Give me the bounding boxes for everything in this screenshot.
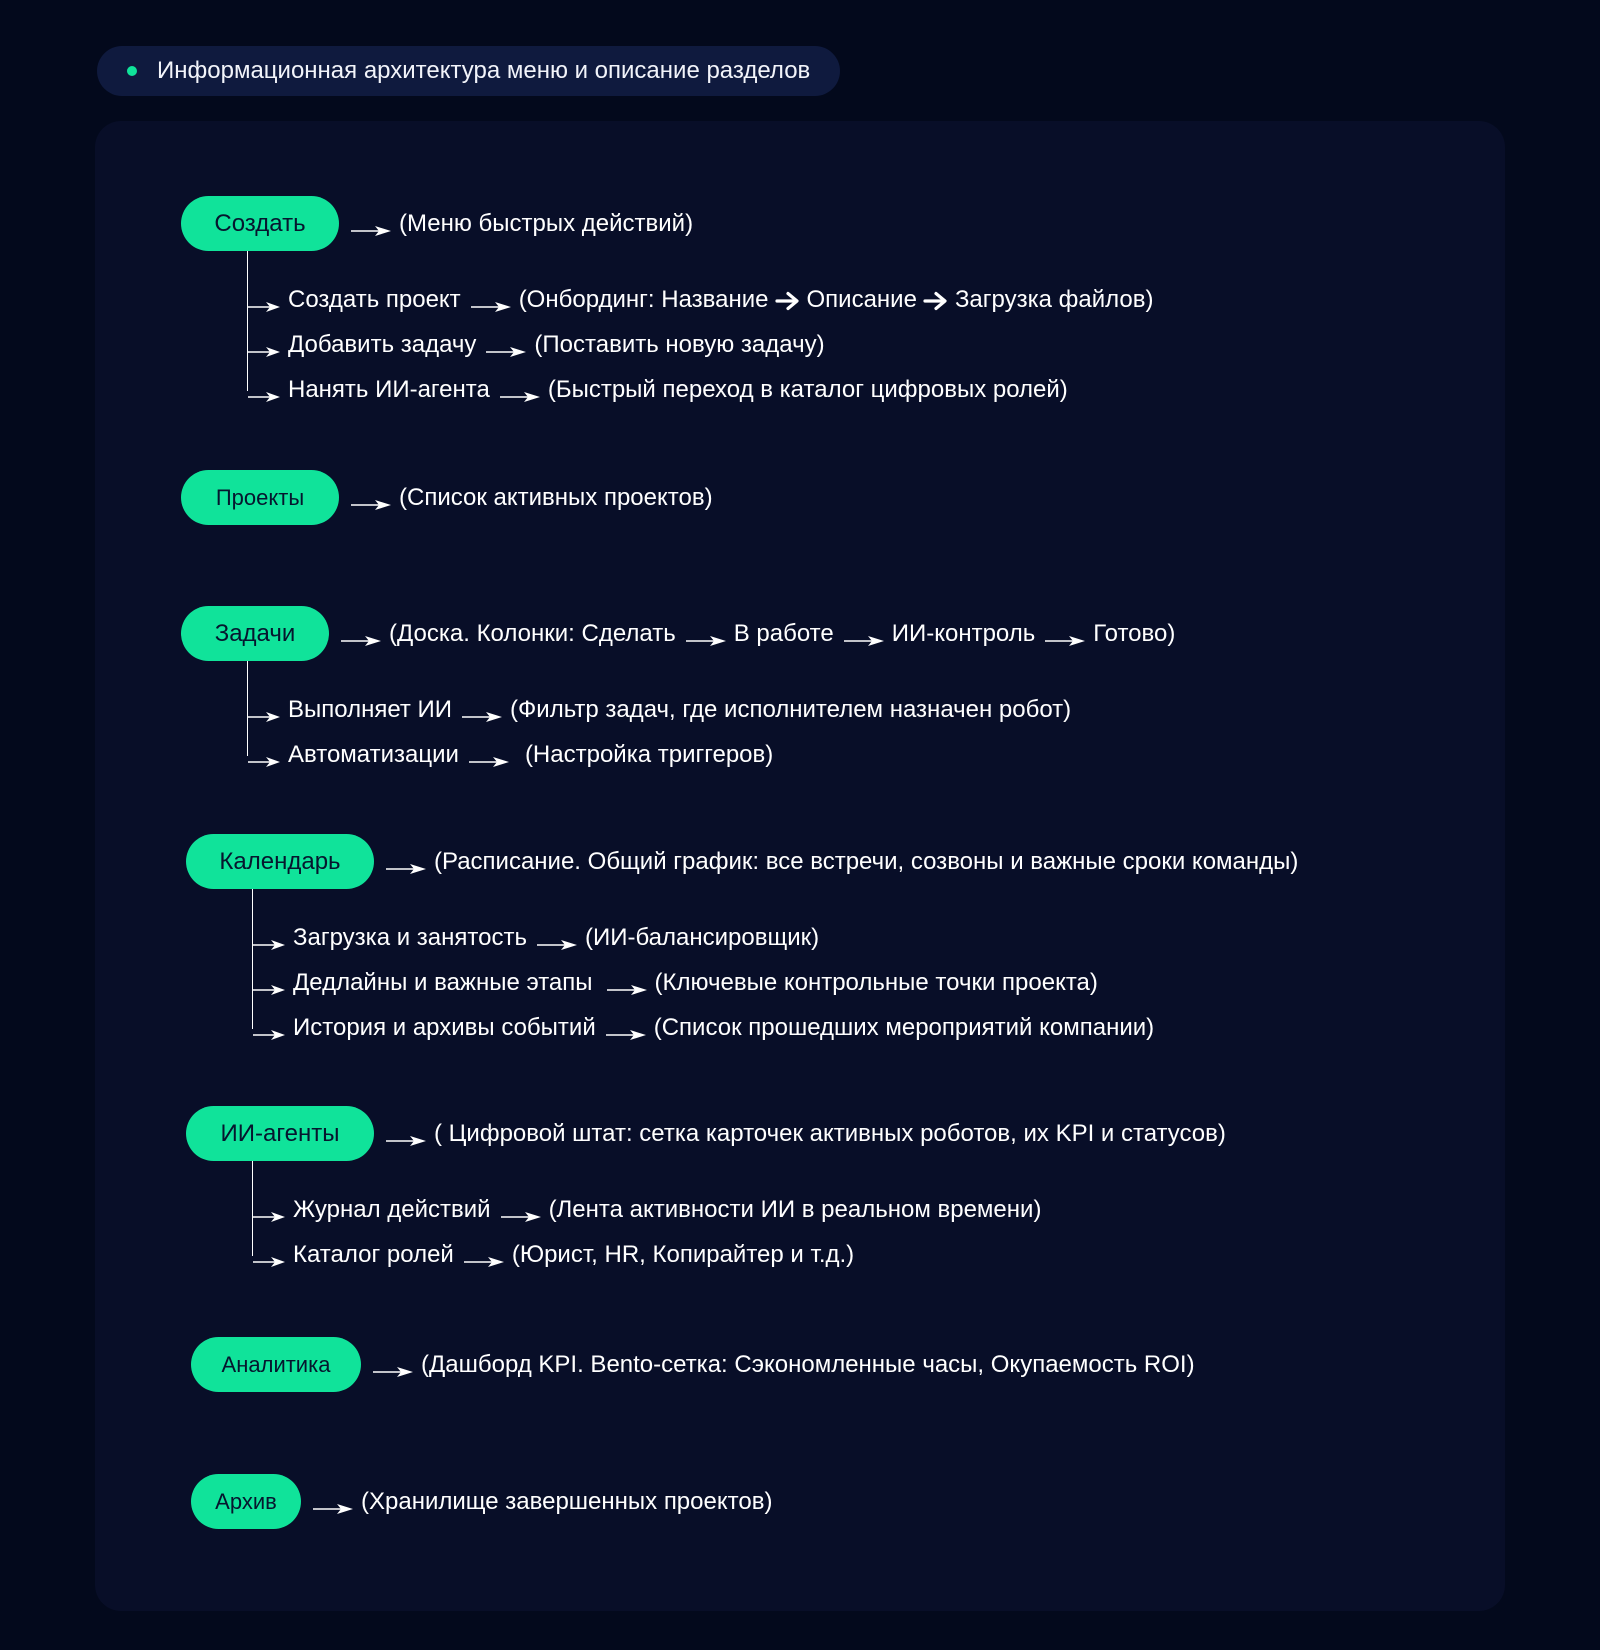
node-ai-agents xyxy=(186,1106,374,1161)
description-text: Готово) xyxy=(1093,620,1176,647)
arrow-right-icon xyxy=(686,627,728,641)
node-archive xyxy=(191,1474,301,1529)
page-title-pill xyxy=(97,46,840,96)
arrow-right-icon xyxy=(386,855,428,869)
arrow-right-icon xyxy=(486,338,528,352)
node-analytics xyxy=(191,1337,361,1392)
status-dot-icon xyxy=(127,66,137,76)
subitem-event-history xyxy=(253,1005,1154,1050)
node-tasks-label: Задачи xyxy=(214,619,296,647)
branch-arrow-icon xyxy=(253,1203,287,1217)
node-create-description xyxy=(339,196,693,252)
description-text: (Поставить новую задачу) xyxy=(534,330,825,358)
subitem-label: Дедлайны и важные этапы xyxy=(293,968,593,996)
description-text: (Доска. Колонки: Сделать xyxy=(389,620,676,647)
arrow-right-icon xyxy=(313,1495,355,1509)
subitem-automations xyxy=(248,732,773,777)
subitem-add-task xyxy=(248,322,825,367)
arrow-right-icon xyxy=(844,627,886,641)
node-projects xyxy=(181,470,339,525)
subitem-hire-agent xyxy=(248,367,1068,412)
arrow-right-icon xyxy=(607,976,649,990)
description-text: В работе xyxy=(733,620,834,647)
description-text: (Ключевые контрольные точки проекта) xyxy=(654,968,1098,996)
subitem-ai-executes xyxy=(248,687,1071,732)
branch-arrow-icon xyxy=(253,1021,287,1035)
arrow-right-icon xyxy=(341,627,383,641)
branch-arrow-icon xyxy=(253,931,287,945)
arrow-right-icon xyxy=(501,1203,543,1217)
arrow-right-icon xyxy=(351,491,393,505)
node-projects-label: Проекты xyxy=(215,484,305,510)
description-text: (Список активных проектов) xyxy=(399,484,713,511)
node-create-label: Создать xyxy=(214,209,306,237)
description-text: (Онбординг: Название xyxy=(518,285,769,313)
subitem-label: Автоматизации xyxy=(288,740,459,768)
bold-arrow-right-icon xyxy=(775,290,801,310)
description-text: ИИ-контроль xyxy=(891,620,1036,647)
description-text: (Быстрый переход в каталог цифровых ролей) xyxy=(547,375,1068,403)
description-text: (Хранилище завершенных проектов) xyxy=(361,1488,773,1515)
description-text: (Меню быстрых действий) xyxy=(399,210,694,237)
subitem-label: История и архивы событий xyxy=(293,1013,596,1041)
description-text: (ИИ-балансировщик) xyxy=(584,923,820,951)
arrow-right-icon xyxy=(464,1248,506,1262)
bold-arrow-right-icon xyxy=(923,290,949,310)
arrow-right-icon xyxy=(351,217,393,231)
description-text: Описание xyxy=(806,285,917,313)
description-text: (Лента активности ИИ в реальном времени) xyxy=(548,1195,1042,1223)
description-text: (Список прошедших мероприятий компании) xyxy=(653,1013,1155,1041)
arrow-right-icon xyxy=(537,931,579,945)
subitem-label: Выполняет ИИ xyxy=(288,695,453,723)
page-title: Информационная архитектура меню и описание разделов xyxy=(157,57,811,84)
description-text: (Юрист, HR, Копирайтер и т.д.) xyxy=(511,1240,855,1268)
description-text: (Настройка триггеров) xyxy=(524,740,774,768)
branch-arrow-icon xyxy=(248,293,282,307)
arrow-right-icon xyxy=(471,293,513,307)
node-analytics-description xyxy=(361,1337,1195,1393)
subitem-label: Журнал действий xyxy=(293,1195,491,1223)
description-text: (Дашборд KPI. Bento-сетка: Сэкономленные часы, Окупаемость ROI) xyxy=(421,1351,1195,1378)
subitem-create-project xyxy=(248,277,1154,322)
arrow-right-icon xyxy=(386,1127,428,1141)
subitem-label: Загрузка и занятость xyxy=(293,923,527,951)
node-ai-agents-label: ИИ-агенты xyxy=(220,1119,340,1147)
node-tasks-description xyxy=(329,606,1175,662)
subitem-deadlines xyxy=(253,960,1098,1005)
branch-arrow-icon xyxy=(253,976,287,990)
arrow-right-icon xyxy=(469,748,511,762)
branch-arrow-icon xyxy=(253,1248,287,1262)
node-tasks xyxy=(181,606,329,661)
node-ai-agents-description xyxy=(374,1106,1226,1162)
arrow-right-icon xyxy=(373,1358,415,1372)
description-text: (Расписание. Общий график: все встречи, созвоны и важные сроки команды) xyxy=(434,848,1299,875)
subitem-role-catalog xyxy=(253,1232,854,1277)
node-calendar xyxy=(186,834,374,889)
node-analytics-label: Аналитика xyxy=(221,1351,331,1377)
branch-arrow-icon xyxy=(248,703,282,717)
arrow-right-icon xyxy=(500,383,542,397)
arrow-right-icon xyxy=(462,703,504,717)
description-text: Загрузка файлов) xyxy=(954,285,1154,313)
subitem-label: Создать проект xyxy=(288,285,461,313)
node-calendar-label: Календарь xyxy=(219,847,341,875)
arrow-right-icon xyxy=(1045,627,1087,641)
subitem-action-log xyxy=(253,1187,1041,1232)
node-projects-description xyxy=(339,470,713,526)
node-calendar-description xyxy=(374,834,1298,890)
subitem-label: Добавить задачу xyxy=(288,330,477,358)
node-create xyxy=(181,196,339,251)
branch-arrow-icon xyxy=(248,383,282,397)
branch-arrow-icon xyxy=(248,338,282,352)
subitem-workload xyxy=(253,915,819,960)
branch-arrow-icon xyxy=(248,748,282,762)
description-text: (Фильтр задач, где исполнителем назначен робот) xyxy=(510,695,1072,723)
node-archive-description xyxy=(301,1474,772,1530)
subitem-label: Нанять ИИ-агента xyxy=(288,375,490,403)
subitem-label: Каталог ролей xyxy=(293,1240,454,1268)
description-text: ( Цифровой штат: сетка карточек активных роботов, их KPI и статусов) xyxy=(434,1120,1226,1147)
node-archive-label: Архив xyxy=(215,1488,277,1514)
arrow-right-icon xyxy=(606,1021,648,1035)
